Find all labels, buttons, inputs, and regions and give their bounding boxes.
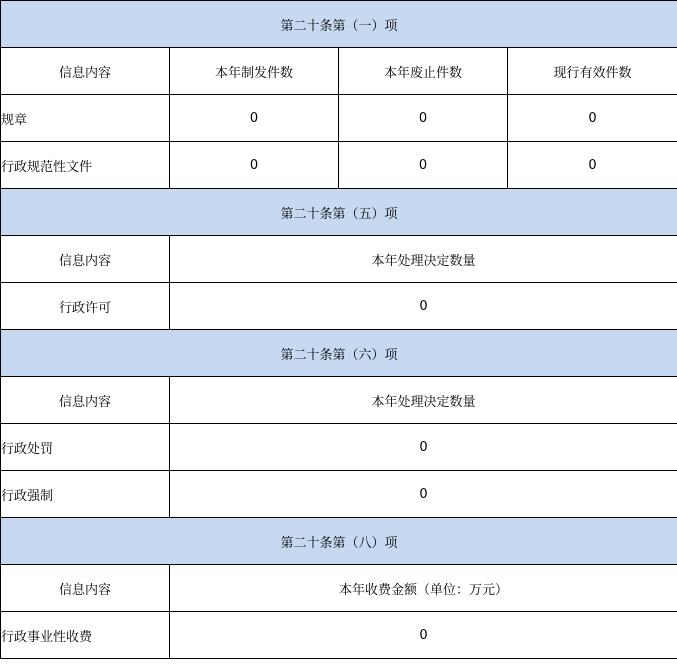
cell-value: 0 [170,95,339,142]
cell-value: 0 [508,142,677,189]
column-header-info-content: 信息内容 [1,565,170,612]
row-label-administrative-fees: 行政事业性收费 [1,612,170,659]
cell-value: 0 [170,283,677,330]
row-label-regulations: 规章 [1,95,170,142]
column-header-row [1,48,677,95]
column-header-info-content: 信息内容 [1,48,170,95]
table-row [1,283,677,330]
table-row [1,471,677,518]
cell-value: 0 [170,142,339,189]
cell-value: 0 [170,424,677,471]
column-header-row [1,236,677,283]
table-row [1,95,677,142]
section-header-article-20-item-8: 第二十条第（八）项 [1,518,677,565]
section-header-article-20-item-6: 第二十条第（六）项 [1,330,677,377]
column-header-decisions-this-year: 本年处理决定数量 [170,377,677,424]
column-header-repealed-this-year: 本年废止件数 [339,48,508,95]
section-header-row [1,330,677,377]
cell-value: 0 [339,95,508,142]
section-header-article-20-item-5: 第二十条第（五）项 [1,189,677,236]
cell-value: 0 [508,95,677,142]
cell-value: 0 [170,471,677,518]
cell-value: 0 [170,612,677,659]
section-header-row [1,1,677,48]
section-header-article-20-item-1: 第二十条第（一）项 [1,1,677,48]
column-header-decisions-this-year: 本年处理决定数量 [170,236,677,283]
column-header-fee-amount-this-year: 本年收费金额（单位：万元） [170,565,677,612]
cell-value: 0 [339,142,508,189]
section-header-row [1,189,677,236]
row-label-administrative-license: 行政许可 [1,283,170,330]
section-header-row [1,518,677,565]
column-header-issued-this-year: 本年制发件数 [170,48,339,95]
row-label-administrative-penalty: 行政处罚 [1,424,170,471]
table-row [1,142,677,189]
table-row [1,612,677,659]
column-header-currently-valid: 现行有效件数 [508,48,677,95]
column-header-row [1,377,677,424]
row-label-administrative-enforcement: 行政强制 [1,471,170,518]
table-row [1,424,677,471]
column-header-row [1,565,677,612]
row-label-normative-documents: 行政规范性文件 [1,142,170,189]
column-header-info-content: 信息内容 [1,236,170,283]
column-header-info-content: 信息内容 [1,377,170,424]
